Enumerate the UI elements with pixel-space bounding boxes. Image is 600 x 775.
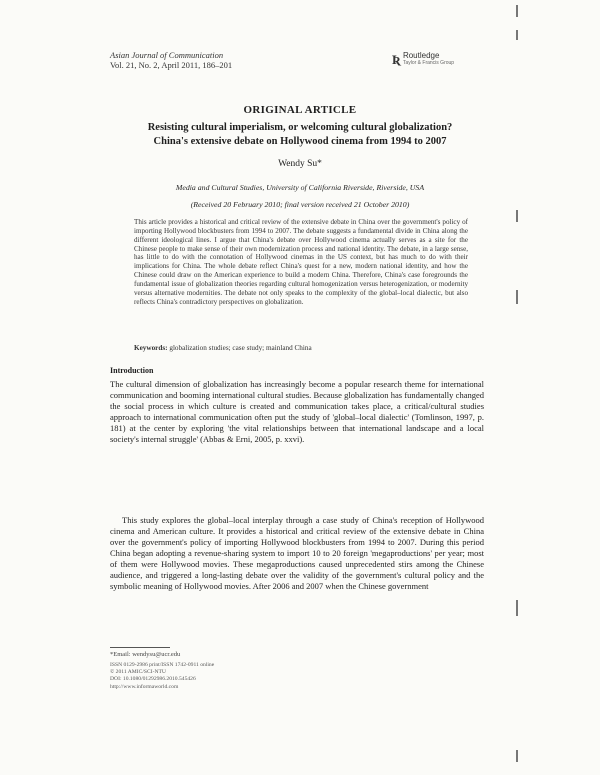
scan-artifact bbox=[516, 600, 518, 616]
fm-copyright: © 2011 AMIC/SCI-NTU bbox=[110, 669, 166, 676]
journal-name: Asian Journal of Communication bbox=[110, 50, 224, 60]
routledge-logo-icon: Ʀ bbox=[392, 51, 400, 67]
fm-url: http://www.informaworld.com bbox=[110, 683, 179, 690]
fm-doi: DOI: 10.1080/01292986.2010.545426 bbox=[110, 676, 196, 683]
scan-artifact bbox=[516, 210, 518, 222]
publisher-name: Routledge bbox=[402, 51, 440, 60]
footnote-email: *Email: wendysu@ucr.edu bbox=[110, 651, 181, 658]
scan-artifact bbox=[516, 290, 518, 304]
body-paragraph-1: The cultural dimension of globalization has increasingly become a popular research theme for international communication and booming international cultural studies. Because globalization has fundamentally changed the social process in which culture is created and communication takes place, a critical/cultural studies approach to international communication often put the study of 'global–local dialectic' (Tomlinson, 1997, p. 181) at the center by exploring 'the vital relationships between that international landscape and a local society's internal struggle' (Abbas & Erni, 2005, p. xxvi). bbox=[110, 379, 484, 444]
intro-heading: Introduction bbox=[110, 366, 154, 375]
front-matter bbox=[110, 662, 214, 691]
scan-artifact bbox=[516, 5, 518, 17]
journal-info bbox=[110, 50, 232, 70]
title-line-2: China's extensive debate on Hollywood cinema from 1994 to 2007 bbox=[153, 136, 447, 147]
scan-artifact bbox=[516, 750, 518, 762]
abstract: This article provides a historical and critical review of the extensive debate in China over the government's policy of importing Hollywood blockbusters from 1994 to 2007. The debate suggests a fundamental divide in China along the different ideological lines. I argue that China's debate over Hollywood cinema actually serves as a site for the Chinese people to make sense of their own modernization process and national identity. The debate, in a large sense, has little to do with the connotation of Hollywood cinemas in the US context, but has much to do with their implications for China. The whole debate reflect China's quest for a new, modern national identity, and how the Chinese could draw on the American experience to build a modern China. Therefore, China's case foregrounds the fundamental issue of globalization theories regarding cultural homogenization versus heterogenization, or modernity versus alternative modernities. The debate not only speaks to the complexity of the global–local dialectic, but also reflects China's contradictory perspectives on globalization. bbox=[134, 218, 468, 306]
keywords-label: Keywords: bbox=[134, 344, 168, 352]
fm-issn: ISSN 0129-2986 print/ISSN 1742-0911 online bbox=[110, 662, 215, 668]
title-line-1: Resisting cultural imperialism, or welcoming cultural globalization? bbox=[147, 122, 453, 133]
author: Wendy Su* bbox=[278, 159, 322, 169]
journal-volume: Vol. 21, No. 2, April 2011, 186–201 bbox=[110, 60, 233, 70]
scan-artifact bbox=[516, 30, 518, 40]
publisher-block bbox=[392, 52, 454, 66]
body-paragraph-2: This study explores the global–local interplay through a case study of China's reception of Hollywood cinema and American culture. It provides a historical and critical review of the extensive debate in China over the government's policy of importing Hollywood blockbusters from 1994 to 2007. During this period China began adopting a revenue-sharing system to import 10 to 20 foreign 'megaproductions' per year; most of them were Hollywood movies. These megaproductions caused unprecedented stirs among the Chinese audience, and triggered a long-lasting debate over the validity of the government's cultural policy and the symbolic meaning of Hollywood movies. After 2006 and 2007 when the Chinese government bbox=[110, 515, 484, 591]
keywords bbox=[134, 344, 468, 352]
affiliation: Media and Cultural Studies, University of California Riverside, Riverside, USA bbox=[175, 183, 425, 192]
keywords-list: globalization studies; case study; mainland China bbox=[169, 344, 312, 352]
publisher-sub: Taylor & Francis Group bbox=[402, 60, 455, 66]
received-dates: (Received 20 February 2010; final version received 21 October 2010) bbox=[190, 200, 410, 209]
article-title bbox=[90, 121, 510, 149]
footnote-rule bbox=[110, 647, 170, 648]
section-label: ORIGINAL ARTICLE bbox=[243, 104, 357, 116]
